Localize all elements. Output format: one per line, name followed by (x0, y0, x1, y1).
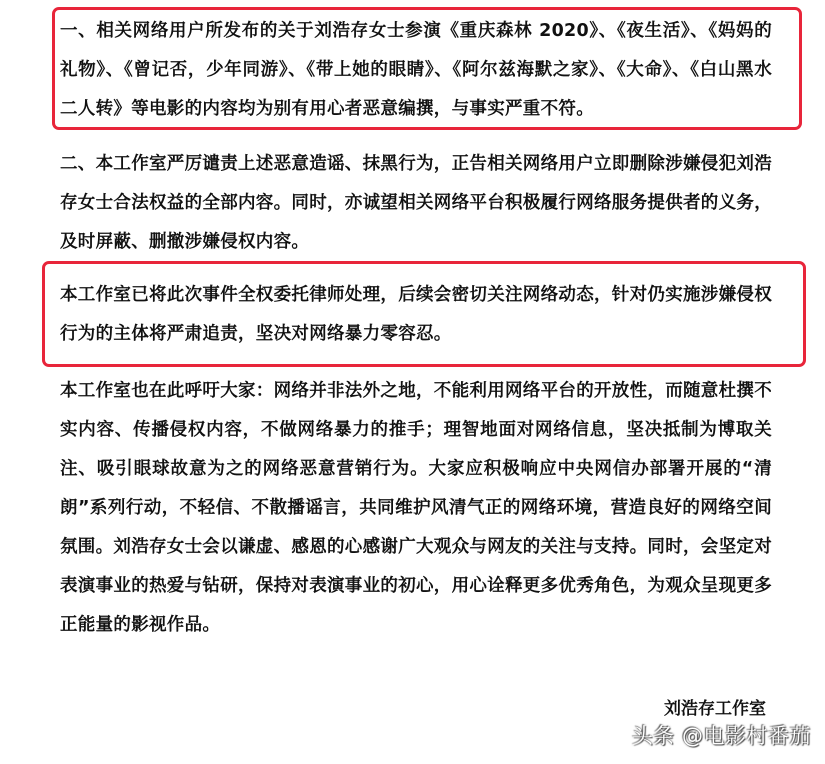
paragraph-clarification: 一、相关网络用户所发布的关于刘浩存女士参演《重庆森林 2020》、《夜生活》、《妈妈的礼物》、《曾记否，少年同游》、《带上她的眼睛》、《阿尔兹海默之家》、《大命》、《白山黑水二人转》等电影的内容均为别有用心者恶意编撰，与事实严重不符。 (60, 21, 772, 119)
paragraph-appeal: 本工作室也在此呼吁大家：网络并非法外之地，不能利用网络平台的开放性，而随意杜撰不实内容、传播侵权内容，不做网络暴力的推手；理智地面对网络信息，坚决抵制为博取关注、吸引眼球故意为之的网络恶意营销行为。大家应积极响应中央网信办部署开展的“清朗”系列行动，不轻信、不散播谣言，共同维护风清气正的网络环境，营造良好的网络空间氛围。刘浩存女士会以谦虚、感恩的心感谢广大观众与网友的关注与支持。同时，会坚定对表演事业的热爱与钻研，保持对表演事业的初心，用心诠释更多优秀角色，为观众呈现更多正能量的影视作品。 (60, 381, 772, 635)
paragraph-legal-action: 本工作室已将此次事件全权委托律师处理，后续会密切关注网络动态，针对仍实施涉嫌侵权行为的主体将严肃追责，坚决对网络暴力零容忍。 (60, 285, 772, 344)
signature: 刘浩存工作室 (664, 699, 766, 719)
watermark: 头条 @电影村番茄 (631, 724, 811, 748)
highlight-box-paragraph-1 (52, 7, 802, 130)
highlight-box-paragraph-3 (42, 261, 806, 367)
paragraph-condemnation: 二、本工作室严厉谴责上述恶意造谣、抹黑行为，正告相关网络用户立即删除涉嫌侵犯刘浩存女士合法权益的全部内容。同时，亦诚望相关网络平台积极履行网络服务提供者的义务，及时屏蔽、删撤涉嫌侵权内容。 (60, 154, 772, 252)
